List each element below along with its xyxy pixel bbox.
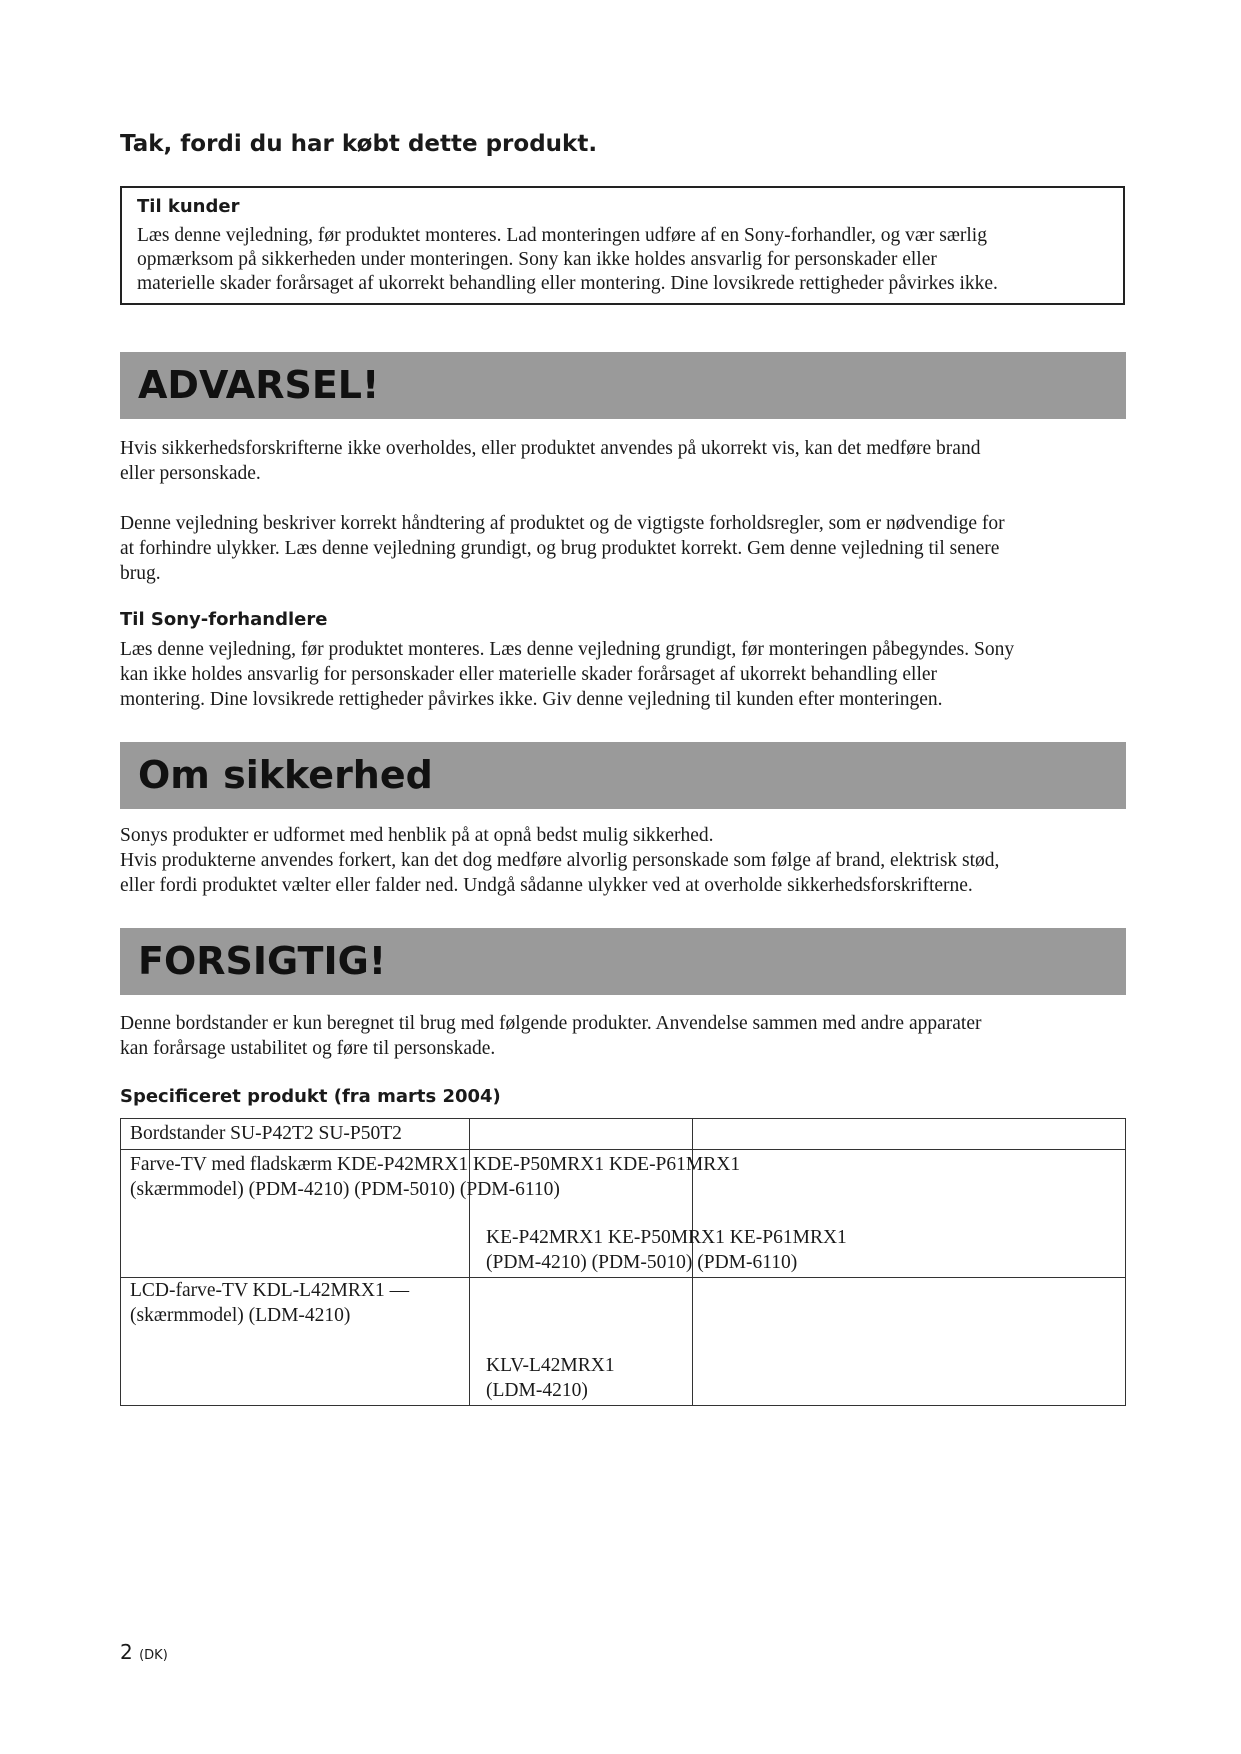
text-line: Farve-TV med fladskærm KDE-P42MRX1 KDE-P50MRX1 KDE-P61MRX1 [130,1154,741,1175]
warning-paragraph-2 [120,511,1130,586]
notice-line: opmærksom på sikkerheden under monteringen. Sony kan ikke holdes ansvarlig for personskader eller [137,249,937,270]
table-row [121,1278,1126,1406]
text-line: Sonys produkter er udformet med henblik på at opnå bedst mulig sikkerhed. [120,825,714,846]
table-cell [470,1150,847,1278]
text-line: KLV-L42MRX1 [486,1355,615,1376]
text-line: Hvis sikkerhedsforskrifterne ikke overholdes, eller produktet anvendes på ukorrekt vis, kan det medføre brand [120,438,981,459]
safety-heading: Om sikkerhed [138,753,433,797]
text-line: at forhindre ulykker. Læs denne vejledning grundigt, og brug produktet korrekt. Gem denne vejledning til senere [120,538,1000,559]
text-line: kan ikke holdes ansvarlig for personskader eller materielle skader forårsaget af ukorrekt behandling eller [120,664,938,685]
text-line: Denne vejledning beskriver korrekt håndtering af produktet og de vigtigste forholdsregler, som er nødvendige for [120,513,1005,534]
table-cell: Bordstander SU-P42T2 SU-P50T2 [121,1119,470,1150]
text-line: LCD-farve-TV KDL-L42MRX1 — [130,1280,410,1301]
text-line: Denne bordstander er kun beregnet til brug med følgende produkter. Anvendelse sammen med andre apparater [120,1013,982,1034]
table-cell [121,1278,470,1406]
text-line: montering. Dine lovsikrede rettigheder påvirkes ikke. Giv denne vejledning til kunden efter monteringen. [120,689,943,710]
cell-text [486,1353,615,1403]
text-line: (skærmmodel) (LDM-4210) [130,1305,351,1326]
dealer-heading: Til Sony-forhandlere [120,609,328,630]
text-line: KE-P42MRX1 KE-P50MRX1 KE-P61MRX1 [486,1227,847,1248]
spec-table [120,1118,1126,1406]
table-row [121,1119,1126,1150]
text-line: (skærmmodel) (PDM-4210) (PDM-5010) (PDM-6110) [130,1179,560,1200]
warning-heading: ADVARSEL! [138,363,380,407]
page-number-value: 2 [120,1640,133,1664]
language-code: (DK) [139,1648,168,1663]
text-line: (PDM-4210) (PDM-5010) (PDM-6110) [486,1252,798,1273]
warning-banner [120,352,1126,419]
notice-line: Læs denne vejledning, før produktet monteres. Lad monteringen udføre af en Sony-forhandler, og vær særlig [137,225,987,246]
spec-heading: Specificeret produkt (fra marts 2004) [120,1086,501,1107]
caution-heading: FORSIGTIG! [138,939,387,983]
customer-notice-box [120,186,1125,305]
safety-paragraph [120,823,1130,898]
text-line: (LDM-4210) [486,1380,588,1401]
text-line: eller fordi produktet vælter eller falder ned. Undgå sådanne ulykker ved at overholde sikkerhedsforskrifterne. [120,875,973,896]
notice-heading: Til kunder [137,196,240,217]
text-line: Hvis produkterne anvendes forkert, kan det dog medføre alvorlig personskade som følge af brand, elektrisk stød, [120,850,1000,871]
table-cell [693,1278,1126,1406]
table-cell [470,1278,693,1406]
text-line: Læs denne vejledning, før produktet monteres. Læs denne vejledning grundigt, før monteringen påbegyndes. Sony [120,639,1015,660]
warning-paragraph-1 [120,436,1130,486]
notice-text [137,224,1112,296]
page-number [120,1640,168,1664]
table-row [121,1150,1126,1278]
caution-paragraph [120,1011,1130,1061]
safety-banner [120,742,1126,809]
notice-line: materielle skader forårsaget af ukorrekt behandling eller montering. Dine lovsikrede rettigheder påvirkes ikke. [137,273,998,294]
dealer-paragraph [120,637,1130,712]
table-cell [693,1119,1126,1150]
text-line: brug. [120,563,161,584]
caution-banner [120,928,1126,995]
text-line: kan forårsage ustabilitet og føre til personskade. [120,1038,496,1059]
cell-text [486,1225,847,1275]
page-title: Tak, fordi du har købt dette produkt. [120,131,598,157]
table-cell [470,1119,693,1150]
text-line: eller personskade. [120,463,261,484]
